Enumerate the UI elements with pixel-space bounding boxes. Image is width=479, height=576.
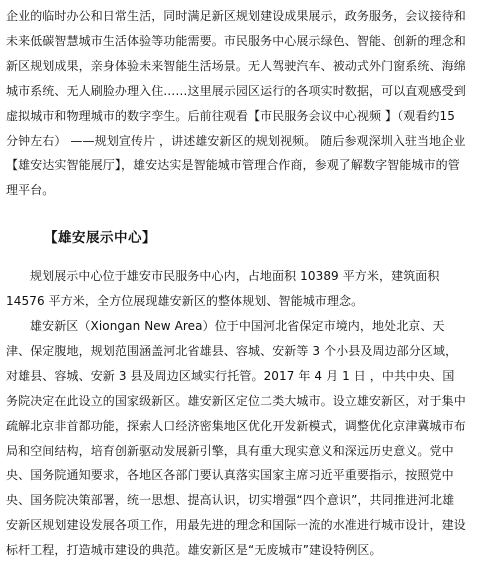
section-heading: 【雄安展示中心】 (44, 230, 156, 246)
paragraph-xiongan-new-area: 雄安新区（Xiongan New Area）位于中国河北省保定市境内，地处北京、天津、保定腹地，规划范围涵盖河北省雄县、容城、安新等 3 个小县及周边部分区域，对雄县、容城、安新 3 县及周边区域实行托管。2017 年 4 月 1 日 ，中共中央、国务院决定在此设立的国家级新区。雄安新区定位二类大城市。设立雄安新区，对于集中疏解北京非首都功能，探索人口经济密集地区优化开发新模式，调整优化京津冀城市布局和空间结构，培育创新驱动发展新引擎，具有重大现实意义和深远历史意义。党中央、国务院通知要求，各地区各部门要认真落实国家主席习近平重要指示，按照党中央、国务院决策部署，统一思想、提高认识，切实增强“四个意识”，共同推进河北雄安新区规划建设发展各项工作，用最先进的理念和国际一流的水准进行城市设计，建设标杆工程，打造城市建设的典范。雄安新区是“无废城市”建设特例区。 (6, 319, 466, 558)
paragraph-visit-description: 企业的临时办公和日常生活，同时满足新区规划建设成果展示，政务服务，会议接待和未来低碳智慧城市生活体验等功能需要。市民服务中心展示绿色、智能、创新的理念和新区规划成果，亲身体验未来智能生活场景。无人驾驶汽车、被动式外门窗系统、海绵城市系统、无人刷脸办理入住……这里展示园区运行的各项实时数据，可以直观感受到虚拟城市和物理城市的数字孪生。后前往观看【市民服务会议中心视频 】（观看约15分钟左右） ——规划宣传片 ，讲述雄安新区的规划视频。 随后参观深圳入驻当地企业【雄安达实智能展厅】，雄安达实是智能城市管理合作商，参观了解数字智能城市的管理平台。 (6, 9, 466, 198)
paragraph-exhibition-intro: 规划展示中心位于雄安市民服务中心内，占地面积 10389 平方米，建筑面积 14576 平方米，全方位展现雄安新区的整体规划、智能城市理念。 (6, 269, 440, 308)
